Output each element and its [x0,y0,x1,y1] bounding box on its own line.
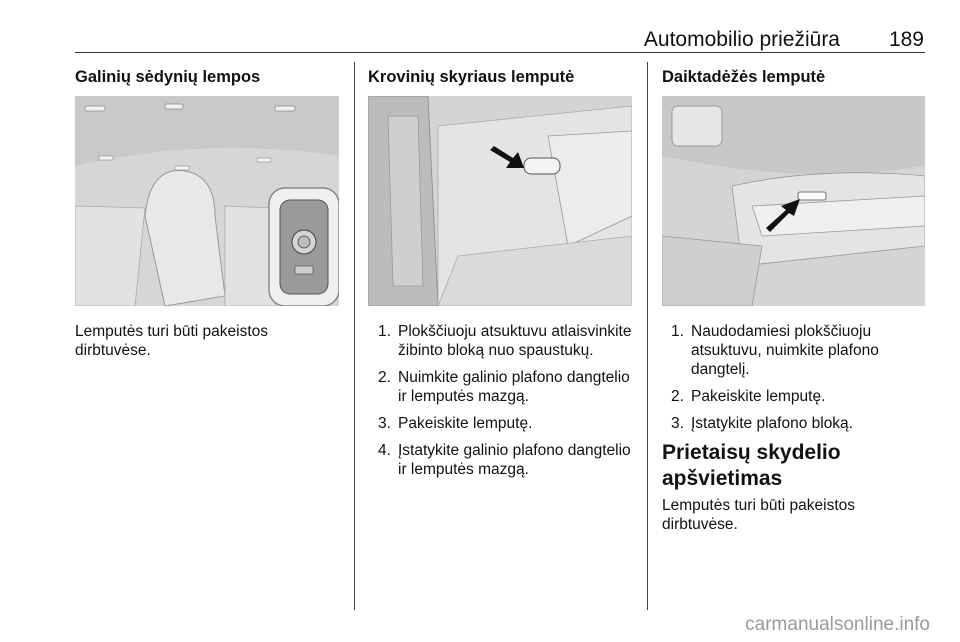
cargo-step-3: 3. Pakeiskite lemputę. [378,415,533,432]
glovebox-step-2: 2. Pakeiskite lemputę. [671,388,826,405]
cargo-lamp-illustration [368,96,632,306]
glovebox-lamp-steps [669,322,924,441]
page-header-title: Automobilio priežiūra [643,28,840,51]
cargo-step-4: 4. Įstatykite galinio plafono dangtelio ir lemputės mazgą. [378,442,631,478]
cargo-step-1: 1. Plokščiuoju atsuktuvu atlaisvinkite žibinto bloką nuo spaustukų. [378,323,632,359]
cargo-lamp-steps [376,322,636,487]
rear-seat-lamps-illustration [75,96,339,306]
glovebox-lamp-heading: Daiktadėžės lemputė [662,68,826,86]
rear-seat-lamps-heading: Galinių sėdynių lempos [75,68,261,86]
glovebox-step-3: 3. Įstatykite plafono bloką. [671,415,853,432]
instrument-panel-lighting-heading: Prietaisų skydelio apšvietimas [662,441,841,490]
footer-watermark-url: carmanualsonline.info [745,614,930,635]
instrument-panel-lighting-text: Lemputės turi būti pakeistos dirbtuvėse. [662,497,855,533]
header-rule [75,52,925,53]
column-divider-1 [354,62,355,610]
cargo-lamp-heading: Krovinių skyriaus lemputė [368,68,575,86]
glovebox-lamp-illustration [662,96,925,306]
page-number: 189 [888,28,924,51]
glovebox-step-1: 1. Naudodamiesi plokščiuoju atsuktuvu, nuimkite plafono dangtelį. [671,323,879,378]
cargo-step-2: 2. Nuimkite galinio plafono dangtelio ir lemputės mazgą. [378,369,630,405]
column-divider-2 [647,62,648,610]
rear-seat-lamps-text: Lemputės turi būti pakeistos dirbtuvėse. [75,323,268,359]
